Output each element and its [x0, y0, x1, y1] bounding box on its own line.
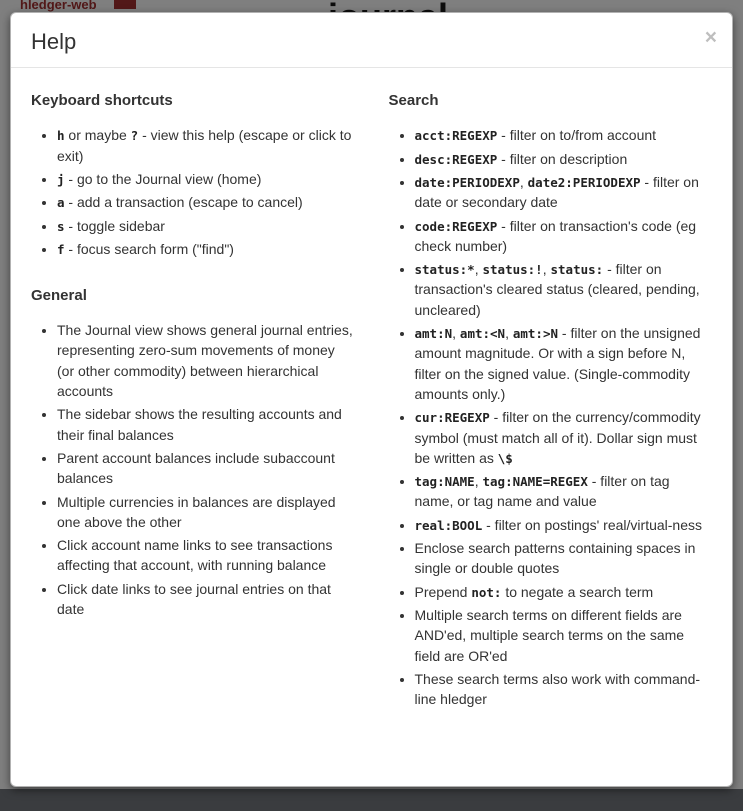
code-span: tag:NAME — [414, 474, 475, 490]
code-span: \$ — [497, 450, 513, 466]
help-list-item: • Click date links to see journal entries on that date — [57, 579, 355, 620]
code-span: desc:REGEXP — [414, 151, 498, 167]
code-span: code:REGEXP — [414, 218, 498, 234]
code-span: real:BOOL — [414, 517, 483, 533]
help-list-item: • The sidebar shows the resulting accounts and their final balances — [57, 404, 355, 445]
help-list-item: • amt:N, amt:<N, amt:>N - filter on the unsigned amount magnitude. Or with a sign before N, filter on the signed value. (Single-commodity amounts only.) — [415, 323, 713, 404]
help-list-item: • Click account name links to see transactions affecting that account, with running balance — [57, 535, 355, 576]
help-list-item: • status:*, status:!, status: - filter on transaction's cleared status (cleared, pending, uncleared) — [415, 259, 713, 320]
close-icon[interactable]: × — [704, 26, 717, 49]
code-span: f — [57, 241, 65, 257]
code-span: ? — [130, 128, 139, 144]
help-list-item: • j - go to the Journal view (home) — [57, 169, 355, 189]
section-heading: Search — [388, 92, 439, 110]
help-list-item: • h or maybe ? - view this help (escape or click to exit) — [57, 125, 355, 166]
modal-title: Help — [31, 29, 77, 54]
help-list-item: • desc:REGEXP - filter on description — [415, 149, 713, 169]
code-span: acct:REGEXP — [414, 128, 498, 144]
help-modal — [10, 12, 733, 787]
section-heading: Keyboard shortcuts — [31, 92, 173, 110]
help-list-item: • Parent account balances include subaccount balances — [57, 448, 355, 489]
code-span: amt:<N — [459, 326, 506, 342]
code-span: amt:>N — [512, 326, 559, 342]
help-list-item: • s - toggle sidebar — [57, 216, 355, 236]
help-list — [31, 320, 355, 619]
code-span: status: — [550, 262, 604, 278]
code-span: not: — [471, 584, 502, 600]
help-list-item: • tag:NAME, tag:NAME=REGEX - filter on tag name, or tag name and value — [415, 471, 713, 512]
help-list-item: • cur:REGEXP - filter on the currency/commodity symbol (must match all of it). Dollar sign must be written as \$ — [415, 407, 713, 468]
help-list-item: • Enclose search patterns containing spaces in single or double quotes — [415, 538, 713, 579]
help-list-item: • date:PERIODEXP, date2:PERIODEXP - filter on date or secondary date — [415, 172, 713, 213]
modal-body — [11, 68, 732, 747]
code-span: h — [57, 128, 65, 144]
help-list-item: • Multiple currencies in balances are displayed one above the other — [57, 492, 355, 533]
help-list-item: • a - add a transaction (escape to cancel) — [57, 192, 355, 212]
help-list-item: • acct:REGEXP - filter on to/from account — [415, 125, 713, 145]
help-list-item: • These search terms also work with command-line hledger — [415, 669, 713, 710]
code-span: status:! — [482, 262, 543, 278]
code-span: s — [57, 218, 65, 234]
help-list — [389, 125, 713, 709]
code-span: j — [57, 171, 65, 187]
help-list-item: • The Journal view shows general journal entries, representing zero-sum movements of money (or other commodity) between hierarchical accounts — [57, 320, 355, 401]
section-heading: General — [31, 287, 87, 305]
code-span: status:* — [414, 262, 475, 278]
help-list-item: • code:REGEXP - filter on transaction's code (eg check number) — [415, 216, 713, 257]
help-list — [31, 125, 355, 259]
code-span: cur:REGEXP — [414, 410, 490, 426]
help-list-item: • Prepend not: to negate a search term — [415, 582, 713, 602]
code-span: tag:NAME=REGEX — [482, 474, 588, 490]
help-column-right — [389, 88, 713, 737]
help-column-left — [31, 88, 355, 737]
help-list-item: • Multiple search terms on different fields are AND'ed, multiple search terms on the same field are OR'ed — [415, 605, 713, 666]
help-list-item: • real:BOOL - filter on postings' real/virtual-ness — [415, 515, 713, 535]
modal-header — [11, 13, 732, 68]
code-span: date:PERIODEXP — [414, 174, 520, 190]
help-list-item: • f - focus search form ("find") — [57, 239, 355, 259]
code-span: a — [57, 195, 65, 211]
code-span: amt:N — [414, 326, 453, 342]
code-span: date2:PERIODEXP — [527, 174, 641, 190]
